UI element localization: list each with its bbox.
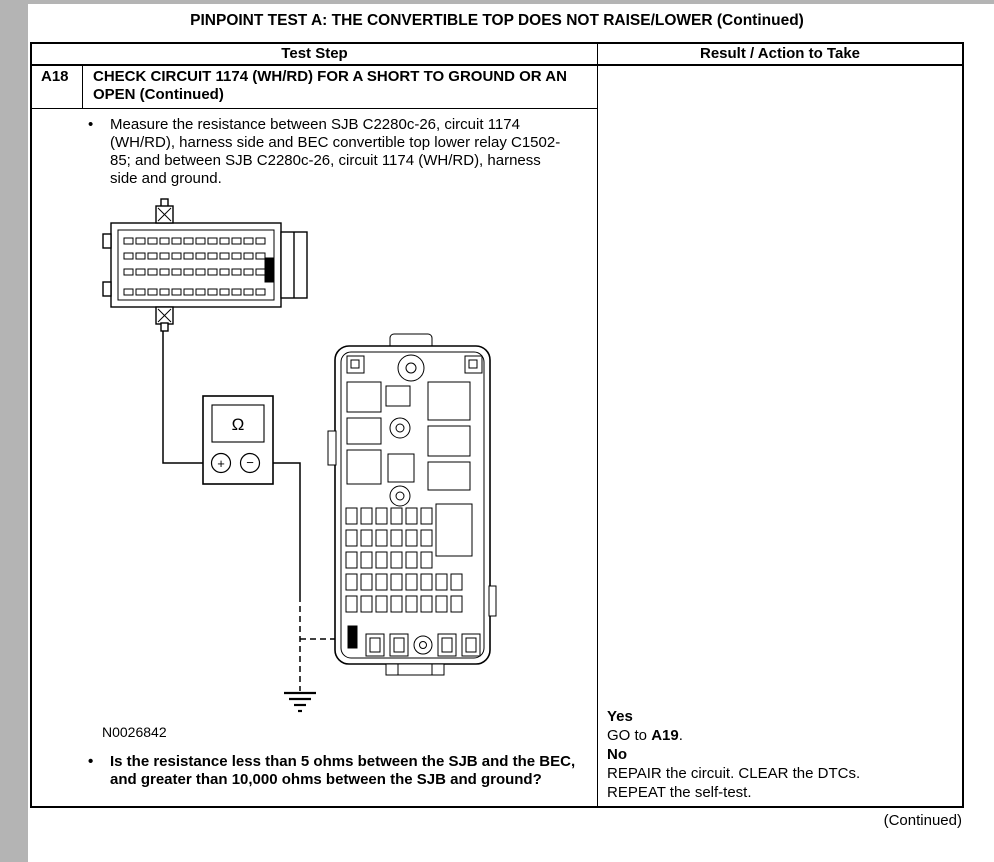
result-yes-action xyxy=(607,726,956,745)
ohmmeter-symbol: Ω xyxy=(231,415,245,434)
result-no-action-2: REPEAT the self-test. xyxy=(607,784,752,801)
col-header-test-step: Test Step xyxy=(32,44,598,66)
col-header-result: Result / Action to Take xyxy=(598,44,962,66)
result-block xyxy=(607,707,956,802)
sjb-connector xyxy=(103,199,307,331)
step-header-row xyxy=(32,66,597,109)
ground-symbol xyxy=(284,693,316,711)
manual-page xyxy=(28,4,994,862)
result-yes-label: Yes xyxy=(607,708,633,725)
plus-symbol: + xyxy=(217,456,225,471)
minus-symbol: − xyxy=(246,455,254,470)
yes-action-suffix: . xyxy=(678,727,683,744)
footer-continued: (Continued) xyxy=(883,812,962,829)
yes-action-prefix: GO to xyxy=(607,727,652,744)
step-title: CHECK CIRCUIT 1174 (WH/RD) FOR A SHORT TO GROUND OR AN OPEN (Continued) xyxy=(93,68,567,103)
bullet-icon: • xyxy=(88,753,94,770)
sjb-pin-26 xyxy=(265,258,273,282)
test-step-cell xyxy=(32,66,598,806)
page-title: PINPOINT TEST A: THE CONVERTIBLE TOP DOES NOT RAISE/LOWER (Continued) xyxy=(190,12,804,29)
bullet-icon: • xyxy=(88,116,94,133)
ohmmeter xyxy=(203,396,273,484)
figure-label: N0026842 xyxy=(102,724,167,740)
yes-action-step-ref: A19 xyxy=(651,727,679,744)
bec-pin xyxy=(348,626,357,648)
question-text: Is the resistance less than 5 ohms between the SJB and the BEC, and greater than 10,000 ohms between the SJB and ground? xyxy=(110,753,576,788)
step-id: A18 xyxy=(32,66,83,108)
wiring-diagram xyxy=(78,196,598,756)
question-item xyxy=(88,753,580,789)
pinpoint-table xyxy=(30,42,964,808)
result-no-label: No xyxy=(607,746,627,763)
instruction-text: Measure the resistance between SJB C2280c-26, circuit 1174 (WH/RD), harness side and BEC convertible top lower relay C1502-85; and between SJB C2280c-26, circuit 1174 (WH/RD), harness side and ground. xyxy=(110,116,561,187)
wiring-diagram-svg xyxy=(78,196,598,756)
instruction-item xyxy=(88,116,566,188)
result-no-action-1: REPAIR the circuit. CLEAR the DTCs. xyxy=(607,765,861,782)
result-cell xyxy=(598,66,962,806)
bec-fusebox xyxy=(328,334,496,675)
